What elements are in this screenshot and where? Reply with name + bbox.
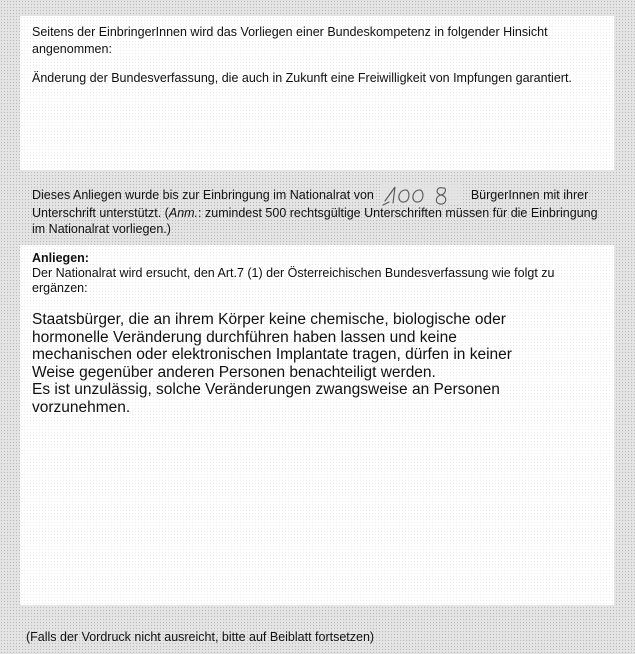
amendment-line: Staatsbürger, die an ihrem Körper keine chemische, biologische oder: [32, 311, 506, 328]
competence-statement: Änderung der Bundesverfassung, die auch in Zukunft eine Freiwilligkeit von Impfungen garantiert.: [32, 71, 572, 85]
support-text-before: Dieses Anliegen wurde bis zur Einbringung im Nationalrat von: [32, 188, 374, 202]
request-intro: Der Nationalrat wird ersucht, den Art.7 (1) der Österreichischen Bundesverfassung wie folgt zu ergänzen:: [32, 266, 555, 295]
amendment-text: [32, 311, 602, 416]
request-section: [20, 245, 614, 605]
amendment-line: hormonelle Veränderung durchführen haben lassen und keine: [32, 328, 457, 346]
support-section: [20, 177, 614, 237]
footer-note: (Falls der Vordruck nicht ausreicht, bitte auf Beiblatt fortsetzen): [26, 630, 375, 644]
amendment-line: Weise gegenüber anderen Personen benachteiligt werden.: [32, 363, 436, 381]
amendment-line: Es ist unzulässig, solche Veränderungen zwangsweise an Personen vorzunehmen.: [32, 381, 500, 416]
handwritten-count-drawing: [381, 181, 463, 207]
amendment-line: mechanischen oder elektronischen Implantate tragen, dürfen in keiner: [32, 346, 512, 363]
support-note-label: Anm.: [168, 206, 199, 220]
handwritten-signature-count: [381, 183, 463, 205]
request-heading: Anliegen:: [32, 251, 89, 265]
competence-section: [20, 16, 614, 170]
support-note-text: : zumindest 500 rechtsgültige Unterschriften müssen für die Einbringung im Nationalrat vorliegen.): [32, 206, 598, 236]
support-text-after: BürgerInnen mit ihrer Unterschrift unterstützt. (: [32, 188, 589, 220]
competence-intro: Seitens der EinbringerInnen wird das Vorliegen einer Bundeskompetenz in folgender Hinsicht angenommen:: [32, 25, 548, 56]
